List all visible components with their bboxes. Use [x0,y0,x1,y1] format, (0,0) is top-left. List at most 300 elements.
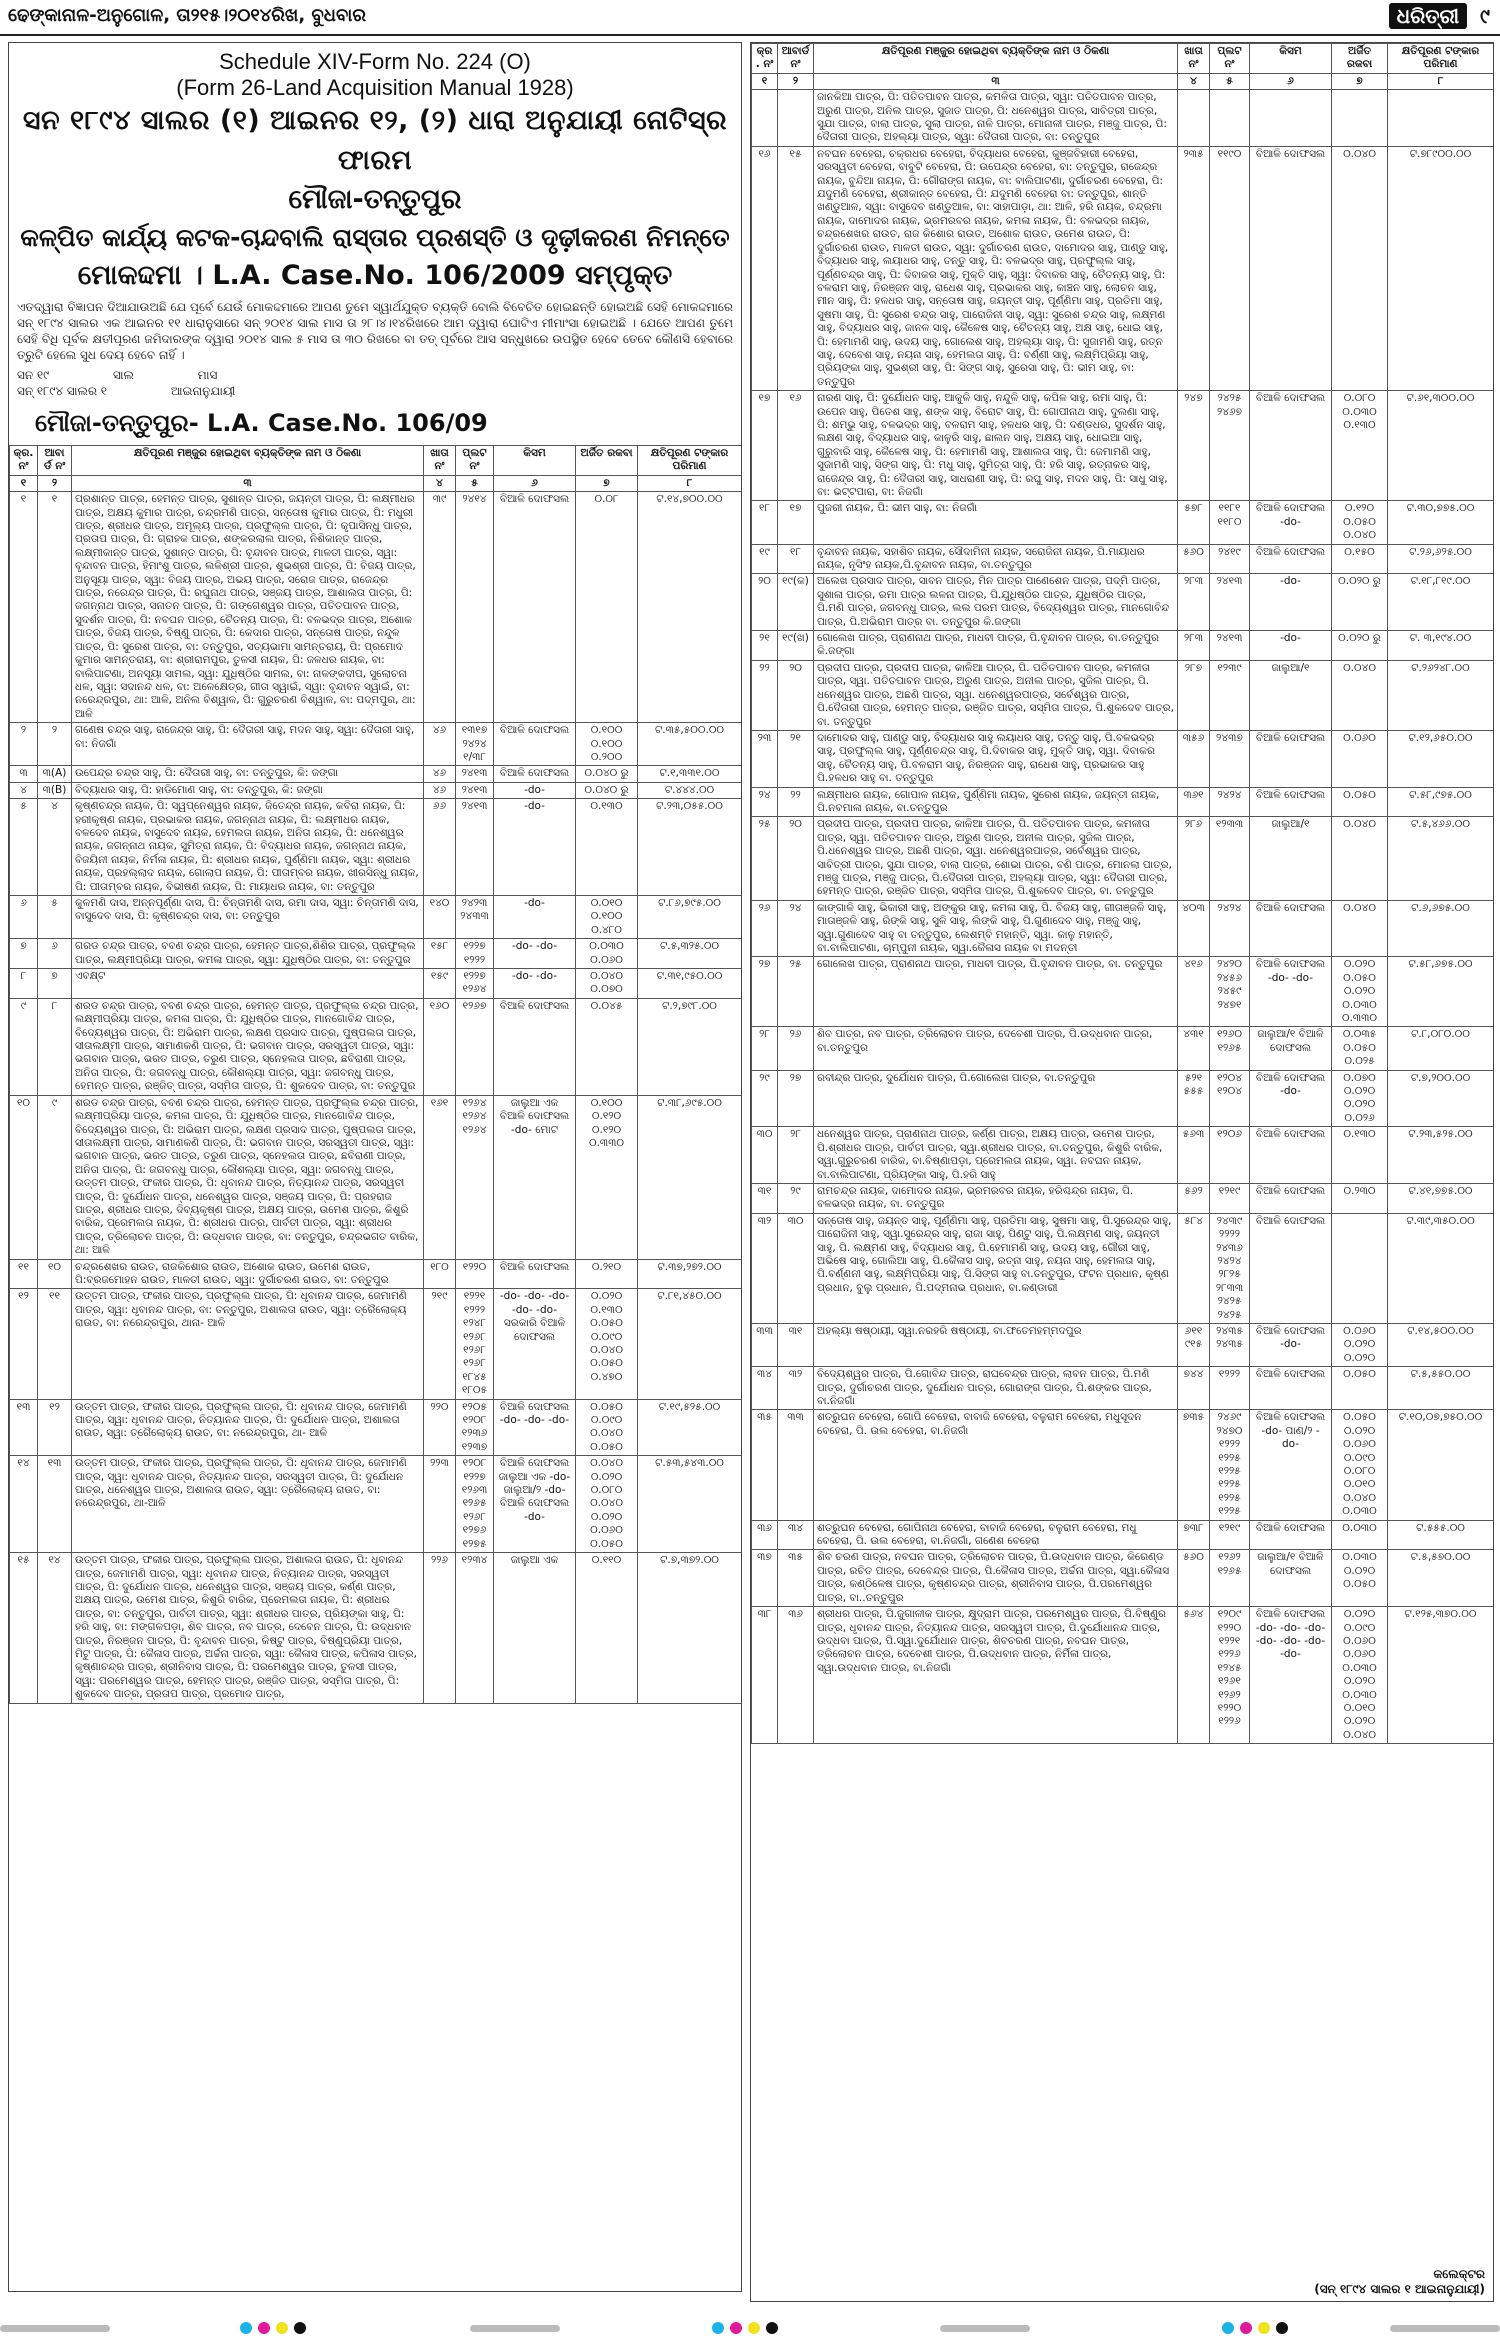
column-header: ପ୍ଲଟ ନଂ [1210,44,1250,74]
meta-line-1: ସନ ୧୯ ସାଲ ମାସ [17,368,218,382]
compensation-table-left [9,445,742,1704]
table-cell: ଜାଲୁଆ/୧ [1250,817,1332,900]
table-row [10,998,742,1095]
table-cell: ଟ.୧,୩୩୧.୦୦ [638,766,742,782]
project-title: କଳ୍ପିତ କାର୍ଯ୍ୟ କଟକ-ଚାନ୍ଦବାଲି ରାସ୍ତାର ପ୍ରଶସ୍ତି ଓ ଦୃଢ଼ୀକରଣ ନିମନ୍ତେ [20,223,730,252]
table-cell: ଏବକ୍ଷ୍ଟ [72,969,424,999]
table-cell: ୧୫୮ [424,939,456,969]
table-cell: ୨୮୭ [1178,660,1210,730]
table-cell: ୬ [10,896,38,939]
table-cell: ୧୪ [10,1456,38,1553]
table-cell: ୦.୧୨୦ ୦.୦୫୦ ୦.୦୪୦ [1332,501,1388,544]
table-cell: ୦.୦୮୦ ୦.୦୩୦ ୦.୧୩୦ [1332,391,1388,501]
table-row [752,631,1494,661]
notice-text: ଏତଦ୍ୱାରା ବିଜ୍ଞାପନ ଦିଆଯାଉଅଛି ଯେ ପୂର୍ବେ ଯେଉଁ ମୋକଦ୍ଦମାରେ ଆପଣ ତୁମେ ସ୍ୱାର୍ଥଯୁକ୍ତ ବ୍ୟକ୍ତି ବୋଲି ବିବେଚିତ ହୋଇଛନ୍ତି ହୋଇଅଛି ସେହି ମୋକଦ୍ଦମାରେ ସନ୍ ୧୮୯୪ ସାଲର ଏକ ଆଇନର ୧୧ ଧାରାନୁସାରେ ସନ୍ ୨୦୧୪ ସାଲ ମାସ ତା ୨୮।୪।୧୪ରିଖରେ ଆମ ଦ୍ୱାରା ଘୋଟିଏ ମୀମାଂସା ହୋଇଅଛି । ଯେତେ ଆପଣ ତୁମେ ସେହି ବିଧି ପୂର୍ବକ କ୍ଷତୀପୂରଣ ଜମିଦାରଙ୍କ ଦ୍ୱାରା ୨୦୧୪ ସାଲ ୫ ମାସ ତା ୩୦ ରିଖରେ ବା ତତ୍ ପୂର୍ବରେ ଆସ ସନ୍ଧୁଖରେ ଉପସ୍ଥିତ ହେବେ ତେବେ କୌଣସି ହେବାରେ ତ୍ରୁଟି ହେଲେ ସୁଧ ଦେୟ ହେବେ ନାହିଁ । [17,300,733,362]
table-cell: ୦.୦୨୦ ରୁ [1332,631,1388,661]
table-cell: ୨୪୧୩ [1210,574,1250,631]
table-cell: ୨୨ [752,660,778,730]
table-cell: ଟ.୬୧,୩୦୦.୦୦ [1388,391,1494,501]
table-cell: ବିଆଳି ଦୋଫସଲ -do- [1250,501,1332,544]
cyan-dot-icon [712,2322,724,2334]
right-column [750,42,1494,2302]
table-cell: ୧୨୩୪ [456,1553,494,1703]
table-cell: ଟ.୧୪,୭୦୦.୦୦ [638,492,742,723]
dateline: ଢେଙ୍କାନାଳ-ଅନୁଗୋଳ, ତା୨୧୫।୨୦୧୪ରିଖ, ବୁଧବାର [8,5,366,26]
table-header-row [10,446,742,476]
magenta-dot-icon [258,2322,270,2334]
column-number: ୪ [1178,73,1210,89]
cyan-dot-icon [1222,2322,1234,2334]
table-cell: ୦.୦୩୦ ୦.୦୬୦ [576,939,638,969]
table-cell: ୪୬ [424,723,456,766]
table-cell: ଟ.୩୫,୫୦୦.୦୦ [638,723,742,766]
table-cell: ୯ [38,1095,72,1259]
table-cell: ୧୯(କ) [778,574,814,631]
table-cell: ୨୧୯ [424,1289,456,1399]
table-cell: ୦.୧୩୦ [1332,1127,1388,1184]
form-title: Schedule XIV-Form No. 224 (O) [219,49,531,74]
table-cell: ବିଦ୍ୟାଧର ସାହୁ, ପି: ହାଡିମୋଣ ସାହୁ, ବା: ତନ୍ତୁପୁର, କି: ଜଙ୍ଗା [72,782,424,798]
grey-bar [1390,2325,1500,2332]
table-cell: ଟ.୭,୨୦୦.୦୦ [1388,1070,1494,1127]
table-cell: ନାରଣ ସାହୁ, ପି: ଦୁର୍ଯୋଧନ ସାହୁ, ଆକୁଳି ସାହୁ, ନନ୍ଦୁଳି ସାହୁ, କପିଳ ସାହୁ, ରମା ସାହୁ, ପି: ଉପେନ ସାହୁ, ପିତେଶ ସାହୁ, ଶଙ୍କ ସାହୁ, ବିରୋଟ ସାହୁ, ପି: ଗୋପୀନାଥ ସାହୁ, ଦୁଲଣା ସାହୁ, ପି: ଶମ୍ଭୁ ସାହୁ, ବଳଭଦ୍ର ସାହୁ, ବଳରାମ ସାହୁ, ହଳଧର ସାହୁ, ପି: ଦଣ୍ଡଧର, ସୁଦର୍ଶନ ସାହୁ, ଲକ୍ଷଣ ସାହୁ, ବିଦ୍ୟାଧର ସାହୁ, କାଳୁରି ସାହୁ, ଛାଲନ ସାହୁ, ଅକ୍ଷୟ ସାହୁ, ଧୋଇଆ ସାହୁ, ଗୁରୁବାରି ସାହୁ, କୈଳେଷ ସାହୁ, ପି: ହେମାମଣି ସାହୁ, ଆଶାଲତା ସାହୁ, ପି: ଜେମାମଣି ସାହୁ, ସୁଜାମଣି ସାହୁ, ସିଙ୍ଗ ସାହୁ, ପି: ମଧୁ ସାହୁ, ସୁମିତ୍ରା ସାହୁ, ପି: ହରି ସାହୁ, ରତ୍ନାକର ସାହୁ, ରାଜେନ୍ଦ୍ର ସାହୁ, ପି: ଦୈତାରୀ ସାହୁ, ସାଧରାଣୀ ସାହୁ, ପି: ରଘୁ ସାହୁ, ମଦନ ସାହୁ, ପି: ସାଧୁ ସାହୁ, ବା: ଭଟ୍ଟପାରା, ବା: ନିଜଗାଁ [814,391,1178,501]
table-row [10,723,742,766]
notice-header [9,43,741,295]
table-cell: ୦.୦୪୦ ୦.୦୭୦ [576,969,638,999]
table-cell: ୦.୦୪୦ [1332,146,1388,390]
table-cell: ୪୧୬ [1178,957,1210,1027]
table-cell: ୨ [10,723,38,766]
table-cell: ୬୧୧ ୯୧୫ [1178,1323,1210,1366]
table-cell [1332,90,1388,147]
table-cell: ୦.୦୪୦ ରୁ [576,782,638,798]
table-cell: ବିଆଳି ଦୋଫସଲ -do- ପାଣ/୨ -do- [1250,1410,1332,1520]
table-cell: ଶିବ ପାତ୍ର, ନବ ପାତ୍ର, ତ୍ରିଲୋଚନ ପାତ୍ର, ଦେବେଶୀ ପାତ୍ର, ପି.ଉଦ୍ଧବାନ ପାତ୍ର, ବା.ତନ୍ତୁପୁର [814,1027,1178,1070]
table-cell: ୧୩ [10,1399,38,1456]
table-row [752,1550,1494,1607]
table-cell: ଗୋଲେଖ ପାତ୍ର, ପ୍ରାଣନାଥ ପାତ୍ର, ମାଧବୀ ପାତ୍ର, ପି.ବୃନ୍ଦାବନ ପାତ୍ର, ବା.ତନ୍ତୁପୁର କି.ଜଙ୍ଗା [814,631,1178,661]
table-row [10,799,742,896]
table-row [752,660,1494,730]
table-cell: ଟ.୮୬,୭୯୫.୦୦ [638,896,742,939]
table-cell: ୦.୦୪୦ ୦.୦୨୦ ୦.୦୮୦ ୦.୦୪୦ ୦.୦୨୦ ୦.୦୬୦ ୦.୦୫୦ [576,1456,638,1553]
signature-block [751,2263,1493,2301]
table-cell: ୦.୦୫୦ ୦.୦୯୦ ୦.୦୪୦ ୦.୦୫୦ [576,1399,638,1456]
table-cell: ୩୨ [778,1367,814,1410]
table-cell: ଦାମୋଦର ସାହୁ, ପାଣ୍ଡୁ ସାହୁ, ବିଦ୍ୟାଧର ସାହୁ ଲୟାଧର ସାହୁ, ତନ୍ତୁ ସାହୁ, ପି.ବଳଭଦ୍ର ସାହୁ, ପ୍ରଫୁଲ୍ଲ ସାହୁ, ପୂର୍ଣ୍ଣଚନ୍ଦ୍ର ସାହୁ, ପି.ଦିବାକର ସାହୁ, ମୁକ୍ତି ସାହୁ, ସ୍ୱା. ଦିବାକର ସାହୁ, ଚୈତନ୍ୟ ସାହୁ, ପି.ବଳରାମ ସାହୁ, ନିରଞ୍ଜନ ସାହୁ, ରାଧେଶ ସାହୁ, ପ୍ରଭାକର ସାହୁ ପି.ହଳଧର ସାହୁ ବା. ତନ୍ତୁପୁର [814,730,1178,787]
table-row [752,501,1494,544]
table-cell: ୦.୦୬୦ [1332,730,1388,787]
table-cell: ୨୫ [778,957,814,1027]
yellow-dot-icon [1258,2322,1270,2334]
table-cell: ଗଣେଷ ଚନ୍ଦ୍ର ସାହୁ, ରାଜେନ୍ଦ୍ର ସାହୁ, ପି: ଦୈତାରୀ ସାହୁ, ମଦନ ସାହୁ, ସ୍ୱା: ଦୈତାରୀ ସାହୁ, ବା: ନିଜଗାଁ [72,723,424,766]
table-cell: ଶ୍ରୀଧର ପାତ୍ର, ପି.ଜୁଗାଳୀକ ପାତ୍ର, କ୍ଷୁଦ୍ରାମ ପାତ୍ର, ପରମେଶ୍ୱର ପାତ୍ର, ପି.ବିଷ୍ଣୁର ପାତ୍ର, ଧୃବାନନ୍ଦ ପାତ୍ର, ନିତ୍ୟାନନ୍ଦ ପାତ୍ର, ସରସ୍ୱତୀ ପାତ୍ର, ପି.ଦୁର୍ଯୋଧାନନ୍ଦ ପାତ୍ର, ଉଦ୍ଧବା ପାତ୍ର, ପି.ସ୍ୱା.ଦୁର୍ଯୋଧାନ ପାତ୍ର, ଶିବଚରଣ ପାତ୍ର, ନବଘନ ପାତ୍ର, ତ୍ରିଲୋଚନ ପାତ୍ର, ଦେବେଶୀ ପାତ୍ର, ପି.ଉଦ୍ଧବାନ ପାତ୍ର, ନିର୍ମିଳା ପାତ୍ର, ସ୍ୱା.ଉଦ୍ଧବାନ ପାତ୍ର, ବା.ନିଜଗାଁ [814,1607,1178,1744]
column-header: କ୍ଷତିପୂରଣ ଟଙ୍କାର ପରିମାଣ [1388,44,1494,74]
black-dot-icon [766,2322,778,2334]
table-cell: ୩(A) [38,766,72,782]
table-cell: ୫୬୦ [1178,544,1210,574]
table-cell: ୦.୦୪୦ [1332,817,1388,900]
column-number: ୬ [494,475,576,491]
table-cell: ବିଦ୍ୟେଶ୍ୱର ପାତ୍ର, ପି.ଗୋବିନ୍ଦ ପାତ୍ର, ରାଘବେନ୍ଦ୍ର ପାତ୍ର, ଲାବନ ପାତ୍ର, ପି.ମଣି ପାତ୍ର, ଦୁର୍ଗାଚରଣ ପାତ୍ର, ଦୁର୍ଯୋଧନ ପାତ୍ର, ଗୋରାଙ୍ଗ ପାତ୍ର, ପି.ଶଙ୍କର ପାତ୍ର, ବା.ନିଜଗାଁ [814,1367,1178,1410]
table-cell: ୨୨୬ [424,1553,456,1703]
column-header: ପ୍ଲଟ ନଂ [456,446,494,476]
left-column [8,42,742,2292]
masthead [1389,3,1490,29]
table-cell: ରାମଚନ୍ଦ୍ର ନାୟକ, ଦାମୋଦର ନାୟକ, ଭ୍ରମରବର ନାୟକ, ହରିଶ୍ଚନ୍ଦ୍ର ନାୟକ, ପି. ବଳଭଦ୍ର ନାୟକ, ବା. ତନ୍ତୁପୁର [814,1183,1178,1213]
table-row [752,957,1494,1027]
table-cell: ୧୨୨୨ [1210,1367,1250,1410]
table-cell: ୧୯ [752,544,778,574]
table-cell: ବିଆଳି ଦୋଫସଲ [1250,1520,1332,1550]
table-cell: ଟ.୮୧,୪୫୦.୦୦ [638,1289,742,1399]
table-cell: ୨୪୧୩ [456,766,494,782]
table-row [752,1070,1494,1127]
table-cell: -do- [494,896,576,939]
table-row [752,146,1494,390]
table-cell: ୭୩୫ [1178,1410,1210,1520]
table-cell: ୦.୧୦୦ ୦.୧୦୦ ୦.୨୦୦ [576,723,638,766]
table-cell: ଜାଲୁଆ/୧ [1250,660,1332,730]
table-cell: ୧୭ [778,501,814,544]
column-header: ଅର୍ଜିତ ରକବା [1332,44,1388,74]
table-cell: ୧୨୬୦ ୧୨୬୫ [1210,1027,1250,1070]
table-cell: ୧୨୦୬ [1210,1127,1250,1184]
table-cell: ୨୪୩୯ ୨୨୨୨ ୨୪୩୬ ୨୪୨୪ ୨୮୨୫ ୨୮୩୩ ୨୪୨୫ ୨୪୨୫ [1210,1213,1250,1323]
column-header: କ୍ଷତିପୂରଣ ମଞ୍ଜୁର ହୋଇଥିବା ବ୍ୟକ୍ତିଙ୍କ ନାମ ଓ ଠିକଣା [72,446,424,476]
table-cell: ୨୪୬୯ ୨୪୭୦ ୧୨୨୨ ୧୨୨୫ ୧୨୨୫ ୧୨୨୫ ୧୨୨୫ ୧୨୨୫ [1210,1410,1250,1520]
table-cell: ୭୪୪ [1178,1367,1210,1410]
table-cell: ୩୬୧ [1178,787,1210,817]
table-cell: ୩୩ [752,1323,778,1366]
table-cell: ୦.୧୧୦ [576,1553,638,1703]
table-cell: ୧୨ [38,1399,72,1456]
table-cell: ୦.୧୦୦ ୦.୧୨୦ ୦.୧୨୦ ୦.୩୩୦ [576,1095,638,1259]
table-cell: ୧ [38,492,72,723]
table-cell: କୃଷ୍ଣଚନ୍ଦ୍ର ନାୟକ, ପି: ସ୍ୱପ୍ନେଶ୍ୱର ନାୟକ, ଜିତେନ୍ଦ୍ର ନାୟକ, କବିରା ନାୟକ, ପି: ହରୀକୃଷ୍ଣ ନାୟକ, ପ୍ରଭାକର ନାୟକ, ଜଗନ୍ନାଥ ନାୟକ, ପି: ଲକ୍ଷ୍ମୀଧର ନାୟକ, ବଳଦେବ ନାୟକ, ବାସୁଦେବ ନାୟକ, ହେମଲତା ନାୟକ, ଅନିତା ନାୟକ, ପି: ଧନେଶ୍ୱର ନାୟକ, ଜଗନ୍ନାଥ ନାୟକ, ସୁମିତ୍ରା ନାୟକ, ପି: ବିଦ୍ୟାଧର ନାୟକ, ଜଗନ୍ନାଥ ନାୟକ, ବିଜୟିନୀ ନାୟକ, ନିର୍ମଳା ନାୟକ, ପି: ଶ୍ରୀଧର ନାୟକ, ପୁର୍ଣ୍ଣିମା ନାୟକ, ସ୍ୱା: ଶ୍ରୀଧର ନାୟକ, ପ୍ରହଲ୍ଲାଦ ନାୟକ, ଗୋଲାପ ନାୟକ, ପି: ପୀତାମ୍ବର ନାୟକ, ଖୀରସିନ୍ଧୁ ନାୟକ, ପି: ପୀତାମ୍ବର ନାୟକ, ବିଭୀଷଣ ନାୟକ, ପି: ମାୟାଧର ନାୟକ, ବା: ତନ୍ତୁପୁର [72,799,424,896]
table-cell: ଟ.୬,୬୭୫.୦୦ [1388,900,1494,957]
table-row [752,730,1494,787]
table-cell: ୨୪୨୦ ୨୪୫୬ ୨୪୫୯ ୨୪୭୧ [1210,957,1250,1027]
table-cell: ଶରଡ ଚନ୍ଦ୍ର ପାତ୍ର, ବବଣ ଚନ୍ଦ୍ର ପାତ୍ର, ହେମନ୍ତ ପାତ୍ର, ପ୍ରଫୁଲ୍ଲ ଚନ୍ଦ୍ର ପାତ୍ର, ଲକ୍ଷ୍ମୀପ୍ରିୟା ପାତ୍ର, କମଳା ପାତ୍ର, ପି: ଯୁଧିଷ୍ଠିର ପାତ୍ର, ମାନଗୋବିନ୍ଦ ପାତ୍ର, ବିଦ୍ୟେଶ୍ୱର ପାତ୍ର, ପି: ଅଭିରାମ ପାତ୍ର, ଲକ୍ଷଣ ପ୍ରସାଦ ପାତ୍ର, ପୁଷ୍ପଲତା ପାତ୍ର, ସୀତାଲକ୍ଷ୍ମୀ ପାତ୍ର, ସାମାଣକଣି ପାତ୍ର, ପି: ଭଗବାନ ପାତ୍ର, ସରସ୍ୱତୀ ପାତ୍ର, ସ୍ୱା: ଭଗବାନ ପାତ୍ର, ଭରତ ପାତ୍ର, ତରୁଣ ପାତ୍ର, ସ୍ନେହଲତା ପାତ୍ର, ଛବିରାଣୀ ପାତ୍ର, ଅନିତା ପାତ୍ର, ପି: ଜଗବନ୍ଧୁ ପାତ୍ର, କୌଶଲ୍ୟା ପାତ୍ର, ସ୍ୱା: ଜଗବନ୍ଧୁ ପାତ୍ର, ଉତ୍ତମ ପାତ୍ର, ଫକୀର ପାତ୍ର, ପି: ଧୃବାନନ୍ଦ ପାତ୍ର, ନିତ୍ୟାନନ୍ଦ ପାତ୍ର, ସରସ୍ୱତୀ ପାତ୍ର, ପି: ଦୁର୍ଯୋଧନ ପାତ୍ର, ଧନେଶ୍ୱର ପାତ୍ର, ସଞ୍ଜୟ ପାତ୍ର, ପି: ପ୍ରହରାଜ ପାତ୍ର, ଶ୍ରୀଧର ପାତ୍ର, ଦିବ୍ୟକୃଷ୍ଣ ପାତ୍ର, ଅକ୍ଷୟ ପାତ୍ର, ଉମେଶ ପାତ୍ର, କିଶୁରି ବାରିକ, ପ୍ରେମଲତା ନାୟକ, ପି: ଶ୍ରୀଧର ପାତ୍ର, ପାର୍ବତୀ ପାତ୍ର, ସ୍ୱା: ଶ୍ରୀଧର ପାତ୍ର, ତ୍ରିଲୋଚନ ପାତ୍ର, ପି: ଉଦ୍ଧବାନ ପାତ୍ର, ବା: ତନ୍ତୁପୁର, ଚନ୍ଦ୍ରଭଗତ ବାରିକ, ଥା: ଆଳି [72,1095,424,1259]
table-cell: ଜାଲୁଆ ଏକ ବିଆଳି ଦୋଫସଲ -do- ମୋଟ [494,1095,576,1259]
table-cell: ୨୩ [752,730,778,787]
table-cell: ୧୫ [10,1553,38,1703]
table-cell: ୨୪୨୪ [1210,787,1250,817]
table-cell: ୦.୦୩୦ [1332,1520,1388,1550]
table-cell: ପୁଜରୀ ନାୟକ, ପି: ଭୀମ ସାହୁ, ବା: ନିଜଗାଁ [814,501,1178,544]
yellow-dot-icon [748,2322,760,2334]
table-cell: ବିଆଳି ଦୋଫସଲ [1250,1367,1332,1410]
table-cell: ୨୪୧୩ [456,799,494,896]
table-cell: ବିଆଳି ଦୋଫସଲ [1250,787,1332,817]
table-row [10,1456,742,1553]
table-cell: ଜାନକିଆ ପାତ୍ର, ପି: ପତିତପାବନ ପାତ୍ର, କମଳିତା ପାତ୍ର, ସ୍ୱା: ପତିତପାବନ ପାତ୍ର, ଅରୁଣ ପାତ୍ର, ଅନିଲ ପାତ୍ର, ସୁଜାତ ପାତ୍ର, ପି: ଧନେଶ୍ୱର ପାତ୍ର, ସାବିତ୍ରୀ ପାତ୍ର, ସୁଯା ପାତ୍ର, ବାଲା ପାତ୍ର, ସୁଲା ପାତ୍ର, ନାଳି ପାତ୍ର, ମୋନାଳୀ ପାତ୍ର, ମଞ୍ଜୁ ପାତ୍ର, ପି: ଦୈତାରୀ ପାତ୍ର, ଅହଲ୍ୟା ପାତ୍ର, ସ୍ୱା: ଦୈତାରୀ ପାତ୍ର, ବା: ତନ୍ତୁପୁର [814,90,1178,147]
table-cell: ୫ [10,799,38,896]
table-cell: ୩୬ [752,1520,778,1550]
column-number: ୩ [72,475,424,491]
table-cell: ୦.୦୭୦ ୦.୦୨୦ ୦.୦୨୦ ୦.୦୨୬ [1332,1070,1388,1127]
table-cell: ଉତ୍ତମ ପାତ୍ର, ଫକୀର ପାତ୍ର, ପ୍ରଫୁଲ୍ଲ ପାତ୍ର, ପି: ଧୃବାନନ୍ଦ ପାତ୍ର, ଜେମାମଣି ପାତ୍ର, ସ୍ୱା: ଧୃବାନନ୍ଦ ପାତ୍ର, ବା: ତନ୍ତୁପୁର, ଅଶାଲତା ରାଉତ, ସ୍ୱା: ତ୍ରୈଲୋକ୍ୟ ରାଉତ, ବା: ନରେନ୍ଦ୍ରପୁର, ଥାନା- ଆଳି [72,1289,424,1399]
table-row [10,1095,742,1259]
table-cell: ୦.୨୩୦ [1332,1183,1388,1213]
table-cell: ୩୦ [752,1127,778,1184]
table-cell: ୧୨୨୭ ୧୨୬୪ [456,969,494,999]
table-cell: ୦.୦୪୦ [1332,900,1388,957]
table-cell: ୨୫ [752,817,778,900]
column-number: ୭ [576,475,638,491]
mouza-title: ମୌଜା-ତନ୍ତୁପୁର [288,184,462,215]
table-cell: ଉତ୍ତମ ପାତ୍ର, ଫକୀର ପାତ୍ର, ପ୍ରଫୁଲ୍ଲ ପାତ୍ର, ଅଶାଲତା ରାଉତ, ପି: ଧୃବାନନ୍ଦ ପାତ୍ର, ଜେମାମଣି ପାତ୍ର, ସ୍ୱା: ଧୃବାନନ୍ଦ ପାତ୍ର, ନିତ୍ୟାନନ୍ଦ ପାତ୍ର, ସରସ୍ୱତୀ ପାତ୍ର, ପି: ଦୁର୍ଯୋଧନ ପାତ୍ର, ଧନେଶ୍ୱର ପାତ୍ର, ସଞ୍ଜୟ ପାତ୍ର, କର୍ଣ୍ଣ ପାତ୍ର, ଅକ୍ଷୟ ପାତ୍ର, ଉମେଶ ପାତ୍ର, କିଶୁରି ବାରିକ, ପ୍ରେମଲତା ନାୟକ, ପି: ଶ୍ରୀଧର ପାତ୍ର, ବା: ତନ୍ତୁପୁର, ପାର୍ବତୀ ପାତ୍ର, ସ୍ୱା: ଶ୍ରୀଧର ପାତ୍ର, ପ୍ରିୟଙ୍କା ସାହୁ, ପି: ହରି ସାହୁ, ବା: ମଙ୍ଗଳପଡ଼ା, ଶିବ ପାତ୍ର, ନବ ପାତ୍ର, ଦେବେନ ପାତ୍ର, ପି: ଉଦ୍ଧବାନ ପାତ୍ର, ନିରଞ୍ଜନ ପାତ୍ର, ପି: ବୃନ୍ଦାବନ ପାତ୍ର, କିଷ୍ଟୁ ପାତ୍ର, ବିଷ୍ଣୁପ୍ରିୟା ପାତ୍ର, ମିଟୁ ପାତ୍ର, ପି: କୈଳାସ ପାତ୍ର, ଅର୍ଚ୍ଚନା ପାତ୍ର, ସ୍ୱା: କୈଳାସ ପାତ୍ର, କପିଳାସ ପାତ୍ର, କୃଷ୍ଣାଚନ୍ଦ୍ର ପାତ୍ର, ଶ୍ରୀନିବାସ ପାତ୍ର, ପି: ପରମେଶ୍ୱର ପାତ୍ର, ତୁଳସୀ ପାତ୍ର, ସ୍ୱା: ପରମେଶ୍ୱର ପାତ୍ର, ହେମନ୍ତ ପାତ୍ର, ରଞ୍ଜିତ ପାତ୍ର, ସସ୍ମିତା ପାତ୍ର, ପି: ଶୁକଦେବ ପାତ୍ର, ପ୍ରତାପ ପାତ୍ର, ପ୍ରମୋଦ ପାତ୍ର, [72,1553,424,1703]
column-header: ଖାତା ନଂ [424,446,456,476]
table-cell: ୧୨୧୯ [1210,1183,1250,1213]
table-cell: -do- [494,799,576,896]
table-cell: ୨୦ [752,574,778,631]
table-cell: ୫୬୪ [1178,1607,1210,1744]
table-cell: ୮ [10,969,38,999]
table-cell: ୦.୦୨୦ ୦.୦୯୦ ୦.୦୬୦ ୦.୦୬୦ ୦.୦୩୦ ୦.୦୨୦ ୦.୦୩୦ ୦.୦୧୦ ୦.୦୨୦ ୦.୦୪୦ [1332,1607,1388,1744]
table-cell: ୨ [38,723,72,766]
table-cell: ଲକ୍ଷ୍ମୀଧର ନାୟକ, ଗୋପାଳ ନାୟକ, ପୁର୍ଣ୍ଣିମା ନାୟକ, ସୁରେଶ ନାୟକ, ଜୟନ୍ତୀ ନାୟକ, ପି.ନବମାଳା ନାୟକ, ବା.ତନ୍ତୁପୁର [814,787,1178,817]
table-row [10,896,742,939]
table-cell: ବିଆଳି ଦୋଫସଲ [1250,391,1332,501]
table-cell: ୧୦ [38,1259,72,1289]
newspaper-logo: ଧରିତ୍ରୀ [1389,3,1467,29]
table-cell: ଟ.୩୮,୬୯୫.୦୦ [638,1095,742,1259]
column-number: ୫ [1210,73,1250,89]
table-cell: ଟ.୧୯,୫୨୫.୦୦ [638,1399,742,1456]
table-row [752,1213,1494,1323]
table-cell: ୨୪୧୩ [456,782,494,798]
table-cell: ଟ.୧୨୫,୩୭୦.୦୦ [1388,1607,1494,1744]
table-cell: ବିଆଳି ଦୋଫସଲ ଜାଲୁଆ ଏକ -do- ଜାଲୁଆ/୨ -do- ବିଆଳି ଦୋଫସଲ -do- [494,1456,576,1553]
table-header-row [752,44,1494,74]
table-cell: ୦.୦୧୦ ୦.୧୦୦ ୦.୪୮୦ [576,896,638,939]
table-cell: ୦.୦୬୦ ୦.୦୨୦ ୦.୦୨୦ [1332,1323,1388,1366]
table-cell: ୬୬ [424,799,456,896]
table-cell: ଉତ୍ତମ ପାତ୍ର, ଫକୀର ପାତ୍ର, ପ୍ରଫୁଲ୍ଲ ପାତ୍ର, ପି: ଧୃବାନନ୍ଦ ପାତ୍ର, ଜେମାମଣି ପାତ୍ର, ସ୍ୱା: ଧୃବାନନ୍ଦ ପାତ୍ର, ନିତ୍ୟାନନ୍ଦ ପାତ୍ର, ପି: ଦୁର୍ଯୋଧନ ପାତ୍ର, ଅଶାଲତା ରାଉତ, ସ୍ୱା: ତ୍ରୈଲୋକ୍ୟ ରାଉତ, ବା: ନରେନ୍ଦ୍ରପୁର, ଥା- ଆଳି [72,1399,424,1456]
table-cell: ୨୦ [778,660,814,730]
table-cell: ୩୫ [778,1550,814,1607]
table-cell: ପ୍ରଦୀପ ପାତ୍ର, ପ୍ରଦୀପ ପାତ୍ର, କାଳିଆ ପାତ୍ର, ପି. ପତିତପାବନ ପାତ୍ର, କମଳୀତା ପାତ୍ର, ସ୍ୱା. ପତିତପାବନ ପାତ୍ର, ଅରୁଣ ପାତ୍ର, ଅନୀଲ ପାତ୍ର, ସୁଜିଲ ପାତ୍ର, ପି.ଧନେଶ୍ୱର ପାତ୍ର, ଅଛଣି ପାତ୍ର, ସ୍ୱା. ଧନେଶ୍ୱରପାତ୍ର, ସର୍ବେଶ୍ୱର ପାତ୍ର, ସାବିତ୍ରୀ ପାତ୍ର, ସୁଯା ପାତ୍ର, ବାଲା ପାତ୍ର, ଶୋଭା ପାତ୍ର, ବଣି ପାତ୍ର, ମୋନଲା ପାତ୍ର, ମଞ୍ଜୁ ପାତ୍ର, ମଞ୍ଜୁ ପାତ୍ର, ପି.ଦୈତାରୀ ପାତ୍ର, ଅହଲ୍ୟା ପାତ୍ର, ସ୍ୱା: ଦୈତାରୀ ପାତ୍ର, ହେମନ୍ତ ପାତ୍ର, ରଞ୍ଜିତ ପାତ୍ର, ସସ୍ମିତା ପାତ୍ର, ପି.ଶୁକଦେବ ପାତ୍ର, ବା. ତନ୍ତୁପୁର [814,817,1178,900]
table-cell: ଟ.୮,୦୮୦.୦୦ [1388,1027,1494,1070]
table-cell: ବିଆଳି ଦୋଫସଲ [494,723,576,766]
column-number: ୧ [752,73,778,89]
table-cell: ୨୮୩ [1178,631,1210,661]
table-cell: ଟ.୩୦,୭୭୫.୦୦ [1388,501,1494,544]
table-cell: ୩୧ [752,1183,778,1213]
table-cell: ୨୨ [778,787,814,817]
grey-bar [940,2325,1030,2332]
table-cell: ୯ [10,998,38,1095]
page-header-strip [0,0,1500,36]
table-cell: -do- -do- [494,969,576,999]
table-cell: ୧୮ [752,501,778,544]
table-row [752,1607,1494,1744]
table-cell: ୧୧ [10,1259,38,1289]
table-cell: ୩୫ [752,1410,778,1520]
table-cell: ଧନେଶ୍ୱର ପାତ୍ର, ପ୍ରାଣନାଥ ପାତ୍ର, କର୍ଣ୍ଣ ପାତ୍ର, ଅକ୍ଷୟ ପାତ୍ର, ଉମେଶ ପାତ୍ର, ପି.ଶ୍ରୀଧର ପାତ୍ର, ପାର୍ବତୀ ପାତ୍ର, ସ୍ୱା.ଶ୍ରୀଧର ପାତ୍ର, ବା.ତନ୍ତୁପୁର, କିଶୁରି ବାରିକ, ସ୍ୱା.ଗୁରୁଚରଣ ବାରିକ, ବା.ବିଷ୍ଣାପଡ଼ା, ପ୍ରେମଲତା ନାୟକ, ସ୍ୱା. ନବଘନ ନାୟକ, ବା.ବାଲିପାଟଣା, ପ୍ରିୟଙ୍କା ସାହୁ, ପି.ହରି ସାହୁ [814,1127,1178,1184]
table-cell: ୦.୦୮ [576,492,638,723]
table-cell: ୫୭୮ [1178,501,1210,544]
table-cell: ଜାଲୁଆ/୧ ବିଆଳି ଦୋଫସଲ [1250,1550,1332,1607]
table-cell: ୨୪୧୪ [456,492,494,723]
table-cell: ୧୨୦୯ ୧୨୨୦ ୧୨୨୧ ୧୨୨୬ ୧୨୪୫ ୧୨୬୧ ୧୨୬୨ ୧୨୨୦ ୧୨୨୬ [1210,1607,1250,1744]
table-cell: ଗରଡ ଚନ୍ଦ୍ର ପାତ୍ର, ବବଣ ଚନ୍ଦ୍ର ପାତ୍ର, ହେମନ୍ତ ପାତ୍ର,ଶିଶିର ପାତ୍ର, ପ୍ରଫୁଲ୍ଲ ପାତ୍ର, ଲକ୍ଷ୍ମୀପ୍ରିୟା ପାତ୍ର, କମଳା ପାତ୍ର, ସ୍ୱା: ଯୁଧିଷ୍ଠିର ପାତ୍ର, ବା: ତନ୍ତୁପୁର [72,939,424,969]
table-cell: ଉପେନ୍ଦ୍ର ଚନ୍ଦ୍ର ସାହୁ, ପି: ଦୈତାରୀ ସାହୁ, ବା: ତନ୍ତୁପୁର, କି: ଜଙ୍ଗା [72,766,424,782]
column-header: କିସମ [494,446,576,476]
table-row [10,1399,742,1456]
table-cell: ବିଆଳି ଦୋଫସଲ [494,998,576,1095]
grey-bar [470,2325,560,2332]
table-cell: ୨୯ [778,1183,814,1213]
table-cell: ଟ.୧୦,୦୭,୭୫୦.୦୦ [1388,1410,1494,1520]
table-cell: ୨୪୧୩ [1210,631,1250,661]
table-row [752,1323,1494,1366]
table-cell: କୁଳମଣି ଦାସ, ଅନ୍ନପୂର୍ଣ୍ଣା ଦାସ, ପି: ଚିନ୍ତାମଣି ଦାସ, ରମା ଦାସ, ସ୍ୱା: ଚିନ୍ତାମଣି ଦାସ, ବାସୁଦେବ ଦାସ, ପି: କୃଷ୍ଣଚନ୍ଦ୍ର ଦାସ, ବା: ତନ୍ତୁପୁର [72,896,424,939]
table-cell: ୨୯ [752,1070,778,1127]
table-cell: ୨୭ [752,957,778,1027]
collector-label: କଲେକ୍ଟର [1433,2267,1485,2281]
table-cell: ୨୪୨୪ [1210,900,1250,957]
table-row [752,1027,1494,1070]
table-cell: ସନ୍ତୋଷ ସାହୁ, ଜୟନ୍ତ ସାହୁ, ପୂର୍ଣ୍ଣିମା ସାହୁ, ପ୍ରତିମା ସାହୁ, ସୁଷମା ସାହୁ, ପି.ସୁରେନ୍ଦ୍ର ସାହୁ, ପାରୋଜିନୀ ସାହୁ, ସ୍ୱା.ସୁରେନ୍ଦ୍ର ସାହୁ, ରାଜା ସାହୁ, ପିଣ୍ଟୁ ସାହୁ, ପି.ଲକ୍ଷ୍ମଣ ସାହୁ, ଜୟନ୍ତୀ ସାହୁ, ପି. ଲକ୍ଷ୍ମଣ ସାହୁ, ବିଦ୍ୟାଧର ସାହୁ, ପି.ହେମାମଣି ସାହୁ, ଉଦୟ ସାହୁ, ଗୌରୀ ସାହୁ, ଅଭିଷେ ସାହୁ, ଗୋଲିଆ ସାହୁ, ପି.କୈଳାସ ସାହୁ, ରତ୍ନା ସାହୁ, ନୟନା ସାହୁ, ହେମଲତା ସାହୁ, ପି.ବର୍ଣ୍ଣନୀ ସାହୁ, ଲକ୍ଷ୍ମିପ୍ରିୟା ସାହୁ, ପି.ସିଙ୍ଗ ସାହୁ ବା.ତନ୍ତୁପୁର, ଫଟନ ପ୍ରଧାନ, କୃଷ୍ଣ ପ୍ରଧାନ, ବୁଲୁ ପ୍ରଧାନ, ପି.ପଦ୍ମନାଭ ପ୍ରଧାନ, ବା.କଣ୍ଡାରୀ [814,1213,1178,1323]
table-cell: ୮ [38,998,72,1095]
table-cell: ୨୮୩ [1178,574,1210,631]
table-cell: ୪ [38,799,72,896]
table-cell: ବିଆଳି ଦୋଫସଲ [1250,730,1332,787]
table-cell: ୨୪ [752,787,778,817]
table-cell: ୨୨୩ [424,1456,456,1553]
table-cell: ଶରଡ ଚନ୍ଦ୍ର ପାତ୍ର, ବବଣ ଚନ୍ଦ୍ର ପାତ୍ର, ହେମନ୍ତ ପାତ୍ର, ପ୍ରଫୁଲ୍ଲ ଚନ୍ଦ୍ର ପାତ୍ର, ଲକ୍ଷ୍ମୀପ୍ରିୟା ପାତ୍ର, କମଳା ପାତ୍ର, ପି: ଯୁଧିଷ୍ଠିର ପାତ୍ର, ମାନଗୋବିନ୍ଦ ପାତ୍ର, ବିଦ୍ୟେଶ୍ୱର ପାତ୍ର, ପି: ଅଭିରାମ ପାତ୍ର, ଲକ୍ଷଣ ପ୍ରସାଦ ପାତ୍ର, ପୁଷ୍ପଲତା ପାତ୍ର, ସୀତାଲକ୍ଷ୍ମୀ ପାତ୍ର, ସାମାଣକଣି ପାତ୍ର, ପି: ଭଗବାନ ପାତ୍ର, ସରସ୍ୱତୀ ପାତ୍ର, ସ୍ୱା: ଭଗବାନ ପାତ୍ର, ଭରତ ପାତ୍ର, ତରୁଣ ପାତ୍ର, ସ୍ନେହଲତା ପାତ୍ର, ଛବିରାଣୀ ପାତ୍ର, ଅନିତା ପାତ୍ର, ପି: ଜଗବନ୍ଧୁ ପାତ୍ର, କୌଶଲ୍ୟା ପାତ୍ର, ସ୍ୱା: ଜଗବନ୍ଧୁ ପାତ୍ର, ହେମନ୍ତ ପାତ୍ର, ରଞ୍ଜିତ୍ ପାତ୍ର, ସସ୍ମିତା ପାତ୍ର, ପି: ଶୁକଦେବ ପାତ୍ର, ବା: ତନ୍ତୁପୁର [72,998,424,1095]
table-cell: ୧୯(ଖ) [778,631,814,661]
table-cell: ୦.୦୪୫ [576,998,638,1095]
table-cell: ୦.୦୫୦ [1332,1367,1388,1410]
table-cell: ୧୪ [38,1553,72,1703]
form-subtitle: (Form 26-Land Acquisition Manual 1928) [176,75,574,100]
table-cell: ୧୨୬୪ ୧୨୬୪ ୧୨୬୪ [456,1095,494,1259]
table-cell: ଶତ୍ରୁଘନ ବେହେରା, ଗୋପିନାଥ ବେହେରା, ବାବାଜି ବେହେରା, ବଳୁରାମ ବେହେରା, ମଧୁ ବେହେରା, ପି. ଉଲ ବେହେରା, ବା.ନିଜଗାଁ, ଗଣେଶ ବେହେରା [814,1520,1178,1550]
table-cell: ୩୪ [752,1367,778,1410]
compensation-table-right [751,43,1494,1744]
table-cell: -do- -do- -do- -do- -do- ସରକାରି ବିଆଳି ଦୋଫସଲ [494,1289,576,1399]
table-row [10,782,742,798]
table-cell: ୨୪୭ [1178,391,1210,501]
table-cell: କାଙ୍ଗାଳି ସାହୁ, ଭିକାରୀ ସାହୁ, ଅଙ୍କୁର ସାହୁ, କମଳା ସାହୁ, ପି. ବିଜୟ ସାହୁ, ଗୀତାଞ୍ଜଳି ସାହୁ, ମାତାଞ୍ଜଳି ସାହୁ, ରିଙ୍କି ସାହୁ, ସୁଳି ସାହୁ, ଲିଙ୍କି ସାହୁ, ପି.ଗୁଣାଦେବ ସାହୁ, ମଞ୍ଜୁ ସାହୁ, ସ୍ୱା.ଗୁଣାଦେବ ସାହୁ ବା ତନ୍ତୁପୁର, ଲେଶମ୍ବି ମହାନ୍ତି, ସ୍ୱା. କାଳୁ ମହାନ୍ତି, ବା.ବାଲିପାଟଣା, ଚାମ୍ପୁନୀ ନାୟକ, ସ୍ୱା.କୈଳାସ ନାୟକ ବା ମଦନ୍ତୀ [814,900,1178,957]
table-cell: ୩୮ [752,1607,778,1744]
table-cell: ୫୮୪ [1178,1213,1210,1323]
table-cell: ୨୧ [752,631,778,661]
table-cell: ୩୧ [778,1323,814,1366]
table-cell: ଟ.୩୧,୯୫୦.୦୦ [638,969,742,999]
table-cell: ୨୪୩୫ ୨୪୩୫ [1210,1323,1250,1366]
table-cell: ୨୮ [752,1027,778,1070]
table-cell [778,90,814,147]
column-header: କ୍ର. ନଂ [752,44,778,74]
column-number: ୪ [424,475,456,491]
table-cell: ଟ.୩୭,୨୭୨.୦୦ [638,1259,742,1289]
table-row [752,1520,1494,1550]
table-cell: ୧୧୯୦ [1210,146,1250,390]
table-cell: ୫ [38,896,72,939]
table-cell: ୦.୦୩୦ ୦.୦୨୦ ୦.୦୫୦ [1332,1550,1388,1607]
column-header: ଆବାର୍ଡ ନଂ [38,446,72,476]
table-cell: ୦.୦୨୦ ରୁ [1332,574,1388,631]
table-cell: ୧୨୧୯ [1210,1520,1250,1550]
column-header: କ୍ଷତିପୂରଣ ଟଙ୍କାର ପରିମାଣ [638,446,742,476]
table-cell: ଅହଲ୍ୟା ଷଷ୍ଠାୟୀ, ସ୍ୱା.ନରହରି ଷଷ୍ଠାୟୀ, ବା.ଫତେମହମ୍ମଦପୁର [814,1323,1178,1366]
table-cell: ୨୪୧୯ [1210,544,1250,574]
table-cell: ଟ.୫୩,୫୪୩.୦୦ [638,1456,742,1553]
table-cell: ୪୩୧ [1178,1027,1210,1070]
table-cell: ଟ.୨୩,୦୫୫.୦୦ [638,799,742,896]
table-cell: ଚନ୍ଦ୍ରଶେଖର ରାଉତ, ରାଜକିଶୋର ରାଉତ, ଅଶୋକ ରାଉତ, ଉମେଶ ରାଉତ, ପି:ବ୍ରଜମୋହନ ରାଉତ, ମାଳତୀ ରାଉତ, ସ୍ୱା: ଦୁର୍ଗାଚରଣ ରାଉତ, ବା: ତନ୍ତୁପୁର [72,1259,424,1289]
table-cell: ୧୨୩୯ [1210,660,1250,730]
table-cell: ୧୬ [778,391,814,501]
column-header: ଅର୍ଜିତ ରକବା [576,446,638,476]
table-cell: ଟ.୫୮,୬୭୫.୦୦ [1388,957,1494,1027]
table-cell: ଟ.୫,୪୬୬.୦୦ [1388,817,1494,900]
column-number: ୫ [456,475,494,491]
table-cell: ୧୨୨୭ ୧୨୨୨ [456,939,494,969]
table-cell: ୧୨୨୦ [456,1259,494,1289]
column-number: ୮ [638,475,742,491]
case-subtitle: ମୌଜା-ତନ୍ତୁପୁର- L.A. Case.No. 106/09 [35,409,488,437]
table-cell: ଟ.୨୬,୬୨୫.୦୦ [1388,544,1494,574]
table-cell: ୧୮୦ [424,1259,456,1289]
table-cell: ୧୩ [38,1456,72,1553]
table-cell: ବିଆଳି ଦୋଫସଲ -do- -do- [1250,957,1332,1027]
table-cell: ୪୬ [424,782,456,798]
table-cell: ୨୮ [778,1127,814,1184]
table-cell: -do- [1250,574,1332,631]
table-row [752,574,1494,631]
table-cell: ୧୪୦ [424,896,456,939]
table-row [10,1259,742,1289]
table-cell: ୩୭ [752,1550,778,1607]
table-row [10,766,742,782]
table-cell: ବିଆଳି ଦୋଫସଲ [1250,1183,1332,1213]
table-cell: ୧୭ [752,391,778,501]
table-cell: ଟ.୪୧,୭୭୫.୦୦ [1388,1183,1494,1213]
table-cell: ଟ.୪୪୪.୦୦ [638,782,742,798]
table-cell: ୪୬ [424,766,456,782]
print-registration-bar [0,2318,1500,2339]
black-dot-icon [1276,2322,1288,2334]
table-cell: ବିଆଳି ଦୋଫସଲ [1250,900,1332,957]
table-cell: ଶିବ ଚରଣ ପାତ୍ର, ନବଘନ ପାତ୍ର, ତ୍ରିଲୋଚନ ପାତ୍ର, ପି.ଉଦ୍ଧବାନ ପାତ୍ର, କିରେଣ୍ଡ ପାତ୍ର, ରଚିତ ପାତ୍ର, ଦେବେନ୍ଦ୍ର ପାତ୍ର, ପି.କୈଳାସ ପାତ୍ର, ଅର୍ଚ୍ଚନା ପାତ୍ର, ସ୍ୱା.କୈଳାସ ପାତ୍ର, କଣ୍ଠିଳେଷ ପାତ୍ର, କୃଷ୍ଣଚନ୍ଦ୍ର ପାତ୍ର, ଶ୍ରୀନିବାସ ପାତ୍ର, ପି.ପରମେଶ୍ୱର ପାତ୍ର, ବା..ତନ୍ତୁପୁର [814,1550,1178,1607]
table-cell: ଜାଲୁଆ/୧ ବିଆଳି ଦୋଫସଲ [1250,1027,1332,1070]
table-row [752,900,1494,957]
table-cell: ବିଆଳି ଦୋଫସଲ -do- -do- -do- [494,1399,576,1456]
table-cell: ବିଆଳି ଦୋଫସଲ [1250,544,1332,574]
table-cell: ନବଘନ ବେହେରା, ଚକ୍ରଧର ବେହେରା, ବିଦ୍ୟାଧର ବେହେରା, କୁଞ୍ଜବିହାରୀ ବେହେରା, ସରସ୍ୱତୀ ବେହେରା, ବାବୁଟି ବେହେରା, ପି: ଉପେନ୍ଦ୍ର ବେହେରା, ବା: ତନ୍ତୁପୁର, ରାଜେନ୍ଦ୍ର ନାୟକ, ବୁନ୍ଦିଆ ନାୟକ, ପି: ଗୌରାଙ୍ଗ ନାୟକ, ବା: ବାଲିପାଟଣା, ଦୁର୍ଗାଚରଣ ବେହେରା, ପି: ଯଦୁମଣି ବେହେରା, ଶ୍ରୀକାନ୍ତ ବେହେରା, ପି: ଯଦୁମଣି ବେହେରା ବା: ତନ୍ତୁପୁର, ଶାନ୍ତି ଖଣ୍ଡୁଆଳ, ସ୍ୱା: ବାସୁଦେବ ଖଣ୍ଡୁଆଳ, ବା: ସାହାପାଡ଼ା, ଥା: ଆଳି, ହରି ନାୟକ, ଚନ୍ଦ୍ରମା ନାୟକ, ଦାମୋଦର ନାୟକ, ଭ୍ରମରବର ନାୟକ, କମଳା ନାୟକ, ପି: ବଳଭଦ୍ର ନାୟକ, ଚନ୍ଦ୍ରଶେଖର ରାଉତ, ରାଜ କିଶୋର ରାଉତ, ଅଶୋକ ରାଉତ, ଉମେଶ ରାଉତ, ପି: ଦୁର୍ଗାଚରଣ ରାଉତ, ମାଳତୀ ରାଉତ, ସ୍ୱା: ଦୁର୍ଗାଚରଣ ରାଉତ, ଦାମୋଦର ସାହୁ, ପାଣ୍ଡୁ ସାହୁ, ବିଦ୍ୟାଧର ସାହୁ, ଲୟାଧର ସାହୁ, ତନ୍ତୁ ସାହୁ, ପି: ବଳଭଦ୍ର ସାହୁ, ପ୍ରଫୁଲ୍ଲ ସାହୁ, ପୂର୍ଣ୍ଣଚନ୍ଦ୍ର ସାହୁ, ପି: ଦିବାକର ସାହୁ, ମୁକ୍ତି ସାହୁ, ସ୍ୱା: ଦିବାକର ସାହୁ, ଚୈତନ୍ୟ ସାହୁ, ପି: ବଳରାମ ସାହୁ, ନିରଞ୍ଜନ ସାହୁ, ରାଧେଶ ସାହୁ, ପ୍ରଭାକର ସାହୁ, କାଞ୍ଚନ ସାହୁ, ଲୋଚନ ସାହୁ, ମୀନ ସାହୁ, ପି: ହଳଧର ସାହୁ, ସନ୍ତୋଷ ସାହୁ, ଜୟନ୍ତୀ ସାହୁ, ପୂର୍ଣ୍ଣିମା ସାହୁ, ପ୍ରତିମା ସାହୁ, ସୁଷମା ସାହୁ, ପି: ସୁରେଶ ଚନ୍ଦ୍ର ସାହୁ, ପାରୋଜିନୀ ସାହୁ, ସ୍ୱା: ସୁରେଶ ଚନ୍ଦ୍ର ସାହୁ, ଲକ୍ଷ୍ମଣ ସାହୁ, ବିଦ୍ୟାଧର ସାହୁ, ଜାନଳ ସାହୁ, କୈଳେଷ ସାହୁ, ଚୈତନ୍ୟ ସାହୁ, ଅକ୍ଷ ସାହୁ, ଧୋଇ ସାହୁ, ପି: ହେମାମଣି ସାହୁ, ଉଦୟ ସାହୁ, ଗୋଲେଶ ସାହୁ, ଅହଲ୍ୟା ସାହୁ, ପି: ସୁଜାମଣି ସାହୁ, ରତ୍ନ ସାହୁ, ଦେବେଶ ସାହୁ, ନୟନା ସାହୁ, ହେମଲତା ସାହୁ, ପି: ବର୍ଣ୍ଣୀ ସାହୁ, ଲକ୍ଷ୍ମିପ୍ରିୟା ସାହୁ, ପ୍ରିୟଙ୍କା ସାହୁ, ସୁଭଶ୍ରୀ ସାହୁ, ପି: ସିଙ୍ଗ ସାହୁ, ସୁରେସା ସାହୁ, ପି: ଭୀମ ସାହୁ, ବା: ତନ୍ତୁପୁର [814,146,1178,390]
table-cell: ୧୮ [778,544,814,574]
table-row [752,787,1494,817]
table-cell: ଟ.୫,୫୭୦.୦୦ [1388,1550,1494,1607]
table-cell: ୪ [10,782,38,798]
table-cell: ୧୨୬୭ [456,998,494,1095]
table-row [10,1553,742,1703]
table-cell: ୦.୦୩୫ ୦.୦୫୦ ୦.୦୨୫ [1332,1027,1388,1070]
grey-bar [0,2325,110,2332]
table-cell: ୧୨୩୩ [1210,817,1250,900]
black-dot-icon [294,2322,306,2334]
table-cell: ଟ.୫,୫୫୦.୦୦ [1388,1367,1494,1410]
table-cell: ୧୦ [10,1095,38,1259]
table-cell: ଉତ୍ତମ ପାତ୍ର, ଫକୀର ପାତ୍ର, ପ୍ରଫୁଲ୍ଲ ପାତ୍ର, ପି: ଧୃବାନନ୍ଦ ପାତ୍ର, ଜେମାମଣି ପାତ୍ର, ସ୍ୱା: ଧୃବାନନ୍ଦ ପାତ୍ର, ନିତ୍ୟାନନ୍ଦ ପାତ୍ର, ସରସ୍ୱତୀ ପାତ୍ର, ପି: ଦୁର୍ଯୋଧନ ପାତ୍ର, ଧନେଶ୍ୱର ପାତ୍ର, ଅଶାଲତା ରାଉତ, ସ୍ୱା: ତ୍ରୈଲୋକ୍ୟ ରାଉତ, ବା: ନରେନ୍ଦ୍ରପୁର, ଥା-ଆଳି [72,1456,424,1553]
table-cell: ୧୨୦୮ ୧୨୨୭ ୧୨୬୩ ୧୨୬୫ ୧୨୬୮ ୧୨୭୬ ୧୨୭୫ [456,1456,494,1553]
